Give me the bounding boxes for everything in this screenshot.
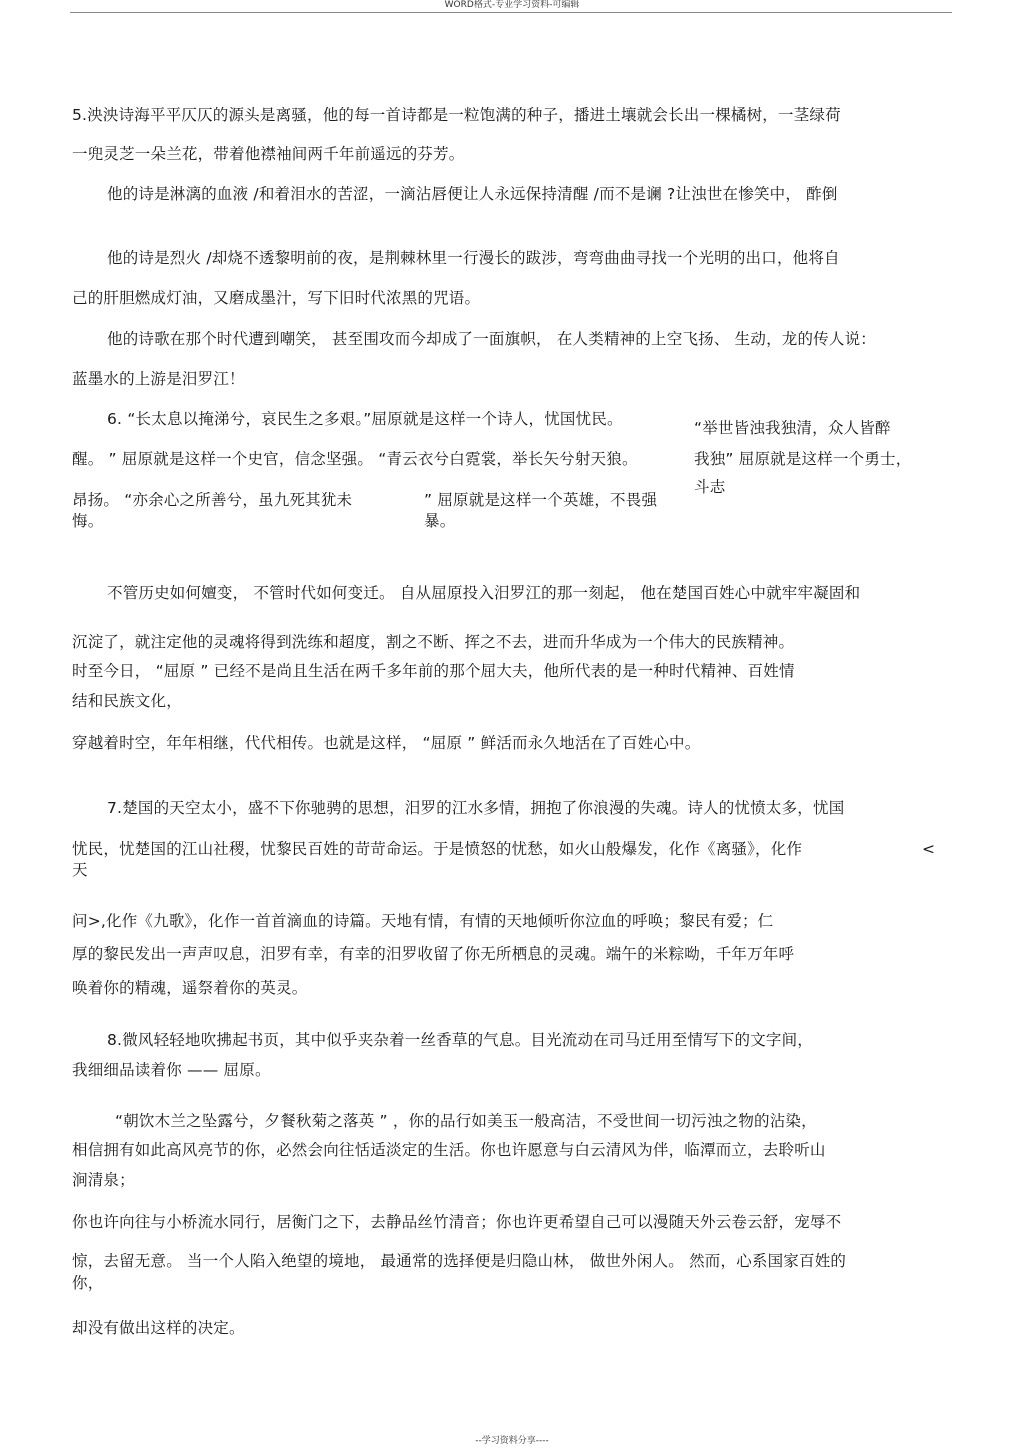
- text-line: 他的诗是淋漓的血液 /和着泪水的苦涩，一滴沾唇便让人永远保持清醒 /而不是谰 ?让浊世在惨笑中， 酢倒: [107, 185, 838, 203]
- text-line: 7.楚国的天空太小，盛不下你驰骋的思想，汨罗的江水多情，拥抱了你浪漫的失魂。诗人的忧愤太多，忧国: [107, 799, 845, 817]
- text-line: 你，: [72, 1274, 104, 1292]
- text-line: 悔。: [72, 512, 104, 530]
- text-line: 不管历史如何嬗变， 不管时代如何变迁。 自从屈原投入汨罗江的那一刻起， 他在楚国百姓心中就牢牢凝固和: [107, 584, 861, 602]
- header-divider: [70, 12, 952, 13]
- text-line: 5.泱泱诗海平平仄仄的源头是离骚，他的每一首诗都是一粒饱满的种子，播进土壤就会长出一棵橘树，一茎绿荷: [72, 106, 841, 124]
- text-line: 却没有做出这样的决定。: [72, 1319, 245, 1337]
- text-line: 暴。: [424, 512, 456, 530]
- text-line: 我细细品读着你 —— 屈原。: [72, 1061, 271, 1079]
- text-line: 昂扬。 “亦余心之所善兮，虽九死其犹未: [72, 491, 353, 509]
- text-line: 厚的黎民发出一声声叹息，汨罗有幸，有幸的汨罗收留了你无所栖息的灵魂。端午的米粽呦，千年万年呼: [72, 945, 795, 963]
- text-line: 他的诗歌在那个时代遭到嘲笑， 甚至围攻而今却成了一面旗帜， 在人类精神的上空飞扬、 生动，龙的传人说：: [107, 330, 876, 348]
- text-line: 斗志: [694, 478, 726, 496]
- text-line: ” 屈原就是这样一个英雄，不畏强: [424, 491, 658, 509]
- text-line: 沉淀了，就注定他的灵魂将得到洗练和超度，割之不断、挥之不去，进而升华成为一个伟大的民族精神。: [72, 633, 795, 651]
- text-line: 8.微风轻轻地吹拂起书页，其中似乎夹杂着一丝香草的气息。目光流动在司马迁用至情写下的文字间，: [107, 1031, 813, 1049]
- text-line: 涧清泉；: [72, 1171, 135, 1189]
- text-line: 结和民族文化，: [72, 692, 182, 710]
- text-line: 时至今日， “屈原 ” 已经不是尚且生活在两千多年前的那个屈大夫，他所代表的是一种时代精神、百姓情: [72, 662, 795, 680]
- text-line: 我独” 屈原就是这样一个勇士，: [694, 450, 912, 468]
- text-line: 惊，去留无意。 当一个人陷入绝望的境地， 最通常的选择便是归隐山林， 做世外闲人。 然而，心系国家百姓的: [72, 1252, 847, 1270]
- text-line: 你也许向往与小桥流水同行，居衡门之下，去静品丝竹清音；你也许更希望自己可以漫随天外云卷云舒，宠辱不: [72, 1213, 842, 1231]
- text-line: “朝饮木兰之坠露兮，夕餐秋菊之落英 ” ，你的品行如美玉一般高洁，不受世间一切污浊之物的沾染，: [115, 1112, 817, 1130]
- page-header: WORD格式-专业学习资料-可编辑: [444, 0, 580, 10]
- text-line: 6. “长太息以掩涕兮，哀民生之多艰。”屈原就是这样一个诗人，忧国忧民。: [107, 410, 623, 428]
- text-line: 天: [72, 861, 88, 879]
- text-line: 醒。 ” 屈原就是这样一个史官，信念坚强。 “青云衣兮白霓裳，举长矢兮射天狼。: [72, 450, 638, 468]
- text-line: 蓝墨水的上游是汨罗江！: [72, 370, 245, 388]
- text-line: 穿越着时空，年年相继，代代相传。也就是这样， “屈原 ” 鲜活而永久地活在了百姓心中。: [72, 734, 701, 752]
- text-line: 问>,化作《九歌》，化作一首首滴血的诗篇。天地有情，有情的天地倾听你泣血的呼唤；黎民有爱；仁: [72, 912, 774, 930]
- text-line: 他的诗是烈火 /却烧不透黎明前的夜，是荆棘林里一行漫长的跋涉，弯弯曲曲寻找一个光明的出口，他将自: [107, 249, 840, 267]
- text-line: 忧民，忧楚国的江山社稷，忧黎民百姓的苛苛命运。于是愤怒的忧愁，如火山般爆发，化作《离骚》，化作: [72, 840, 803, 858]
- text-line: “举世皆浊我独清，众人皆醉: [694, 419, 891, 437]
- page-footer: --学习资料分享----: [475, 1436, 549, 1446]
- text-line: 唤着你的精魂，遥祭着你的英灵。: [72, 979, 308, 997]
- text-line: 相信拥有如此高风亮节的你，必然会向往恬适淡定的生活。你也许愿意与白云清风为伴，临潭而立，去聆听山: [72, 1141, 826, 1159]
- text-line: <: [922, 840, 936, 858]
- text-line: 一兜灵芝一朵兰花，带着他襟袖间两千年前遥远的芬芳。: [72, 145, 465, 163]
- text-line: 己的肝胆燃成灯油，又磨成墨汁，写下旧时代浓黑的咒语。: [72, 289, 481, 307]
